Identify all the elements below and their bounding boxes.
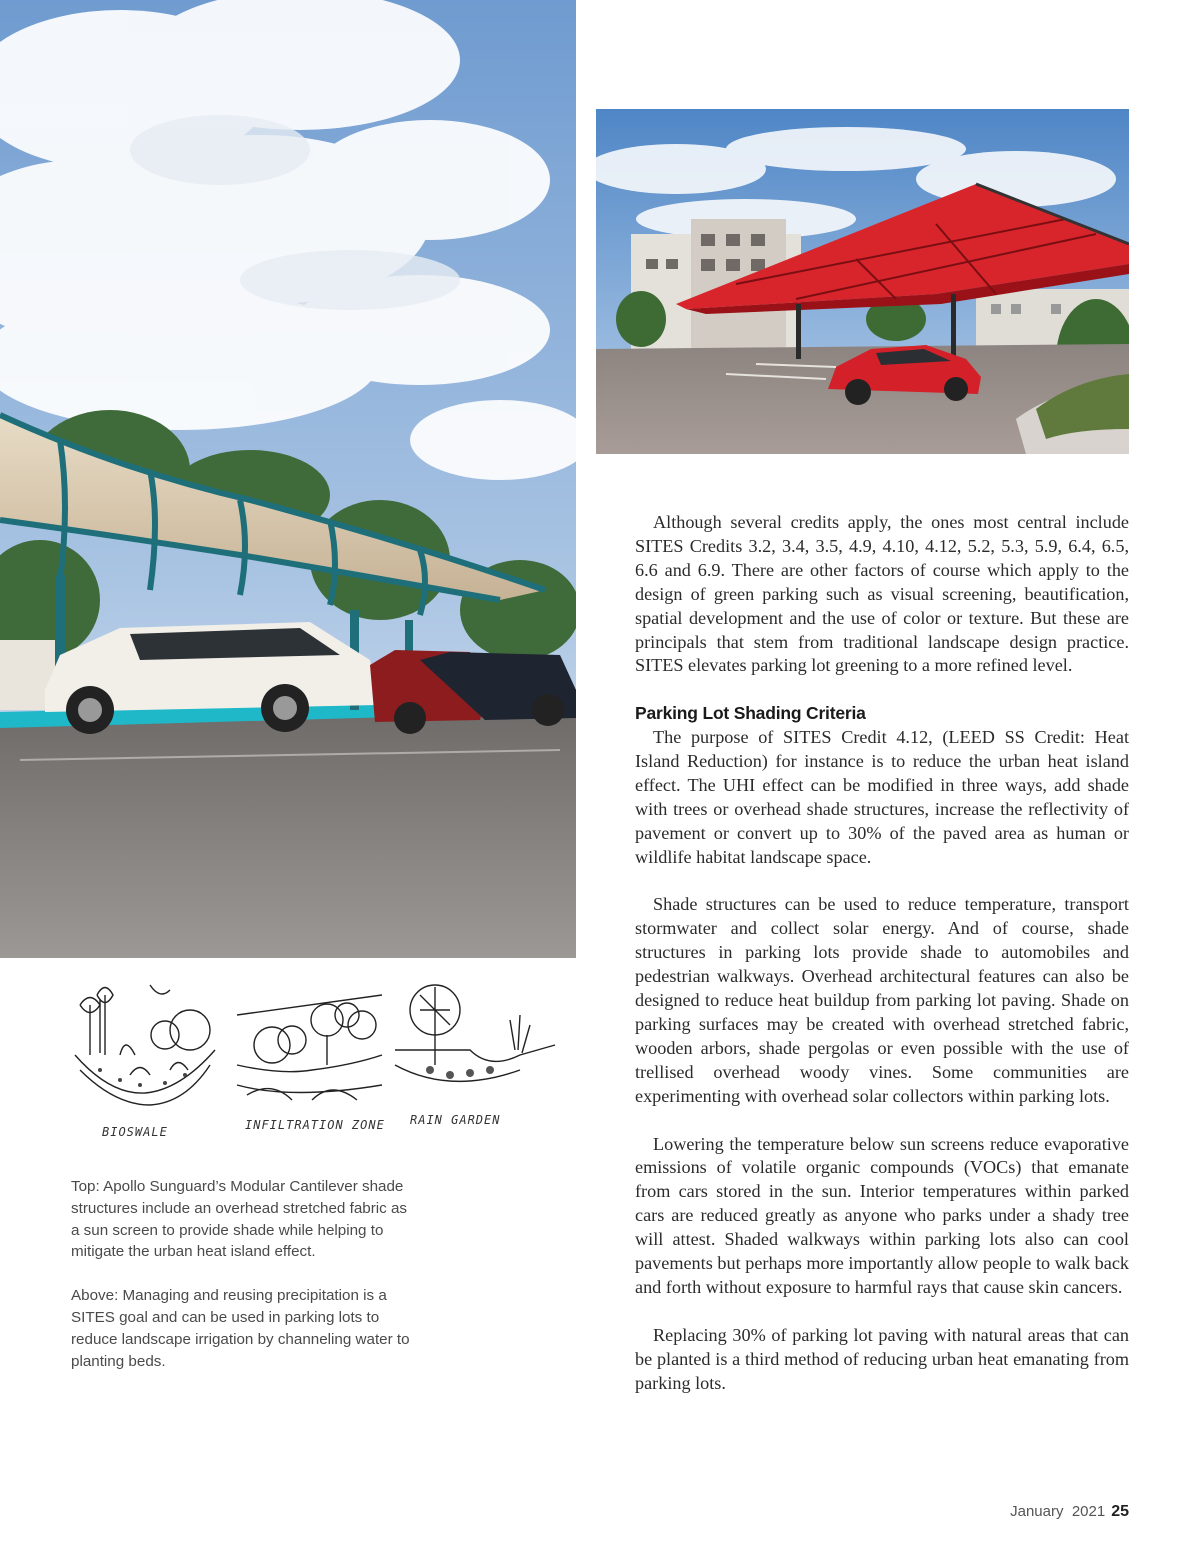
caption-above: Above: Managing and reusing precipitation is a SITES goal and can be used in parking lots to reduce landscape irrigation by channeling water to planting beds. xyxy=(71,1287,410,1370)
footer-month: January xyxy=(1010,1503,1064,1520)
page-number: 25 xyxy=(1111,1503,1129,1520)
caption-top: Top: Apollo Sunguard’s Modular Cantilever shade structures include an overhead stretched fabric as a sun screen to provide shade while helping to mitigate the urban heat island effect. xyxy=(71,1178,407,1261)
infiltration-zone-label: INFILTRATION ZONE xyxy=(245,1118,385,1132)
paragraph-credits: Although several credits apply, the ones most central include SITES Credits 3.2, 3.4, 3.5, 4.9, 4.10, 4.12, 5.2, 5.3, 5.9, 6.4, 6.5, 6.6 and 6.9. There are other factors of course which apply to the design of green parking such as visual screening, beautification, spatial development and the use of color or texture. But these are principals that stem from traditional landscape design practice. SITES elevates parking lot greening to a more refined level. xyxy=(635,512,1129,676)
paragraph-shade-structures: Shade structures can be used to reduce temperature, transport stormwater and collect solar energy. And of course, shade structures in parking lots provide shade to automobiles and pedestrian walkways. Overhead architectural features can also be designed to reduce heat buildup from parking lot paving. Shade on parking surfaces may be created with overhead stretched fabric, wooden arbors, shade pergolas or even possible with the use of trellised overhead woody vines. Some communities are experimenting with overhead solar collectors within parking lots. xyxy=(635,894,1129,1106)
section-heading: Parking Lot Shading Criteria xyxy=(635,703,866,724)
red-shade-structure-photo xyxy=(596,109,1129,454)
bioswale-label: BIOSWALE xyxy=(102,1125,168,1139)
stormwater-sketches xyxy=(60,975,560,1145)
cantilever-shade-photo xyxy=(0,0,576,958)
article-body xyxy=(635,511,1129,1419)
photo-captions xyxy=(71,1176,411,1394)
paragraph-heat-island: The purpose of SITES Credit 4.12, (LEED SS Credit: Heat Island Reduction) for instance is to reduce the urban heat island effect. The UHI effect can be modified in three ways, add shade with trees or overhead shade structures, increase the reflectivity of pavement or convert up to 30% of the paved area as human or wildlife habitat landscape space. xyxy=(635,727,1129,867)
rain-garden-sketch xyxy=(390,975,560,1125)
bioswale-sketch xyxy=(70,975,220,1125)
paragraph-replacing-paving: Replacing 30% of parking lot paving with natural areas that can be planted is a third method of reducing urban heat emanating from parking lots. xyxy=(635,1324,1129,1393)
page-footer xyxy=(1010,1503,1129,1521)
footer-year: 2021 xyxy=(1071,1503,1106,1520)
infiltration-zone-sketch xyxy=(232,975,387,1125)
paragraph-temperature: Lowering the temperature below sun screens reduce evaporative emissions of volatile organic compounds (VOCs) that emanate from cars stored in the sun. Interior temperatures within parked cars are reduced greatly as anyone who parks under a shady tree will attest. Shaded walkways within parking lots also can cool pavements but perhaps more importantly allow people to walk back and forth without exposure to harmful rays that cause skin cancers. xyxy=(635,1133,1129,1297)
rain-garden-label: RAIN GARDEN xyxy=(410,1113,501,1127)
